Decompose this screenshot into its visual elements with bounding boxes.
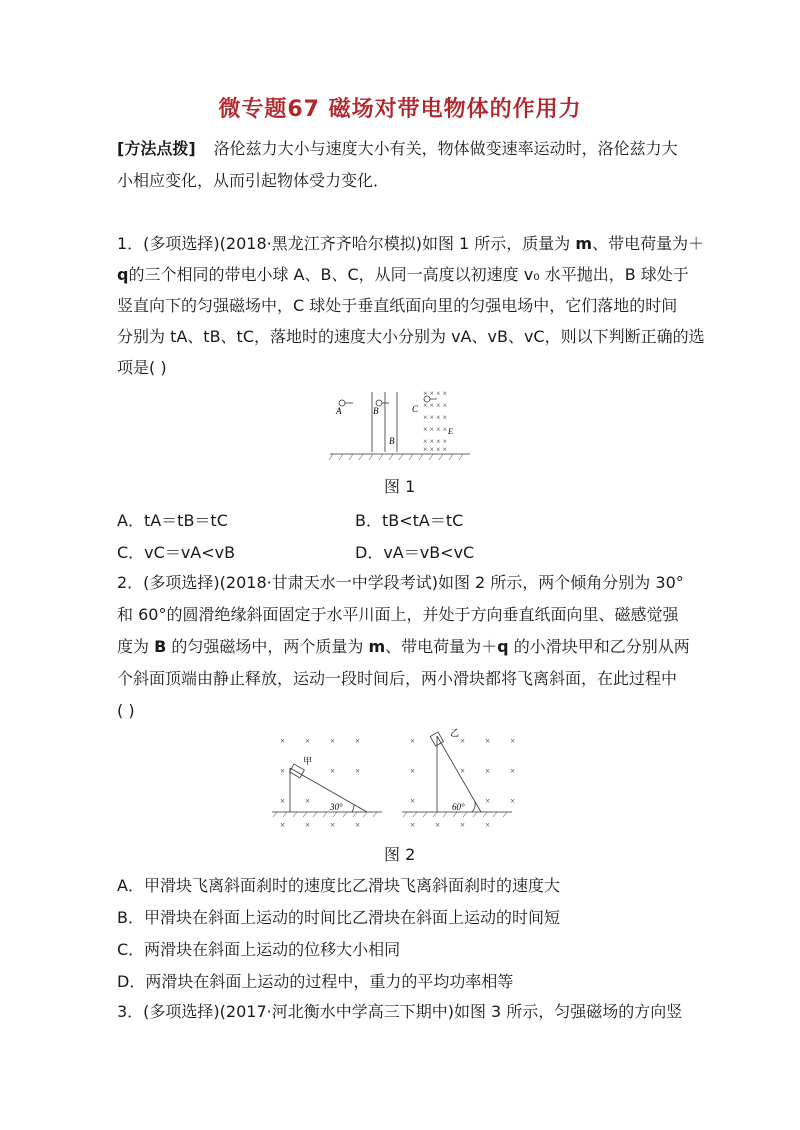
q1-option-a[interactable]: A．tA＝tB＝tC [117, 511, 228, 530]
svg-text:×: × [280, 820, 286, 830]
fig1-label-c: C [412, 404, 419, 414]
svg-text:× × × ×: × × × × [423, 413, 448, 422]
figure-2-caption: 图 2 [384, 845, 416, 864]
svg-text:×: × [485, 766, 491, 776]
svg-text:×: × [280, 796, 286, 806]
q1-line-2 [117, 264, 689, 286]
svg-text:×: × [355, 736, 361, 746]
q1-m: m [575, 234, 593, 253]
q1-line-3: 竖直向下的匀强磁场中，C 球处于垂直纸面向里的匀强电场中，它们落地的时间 [117, 296, 678, 315]
svg-text:×: × [410, 796, 416, 806]
svg-text:×: × [410, 820, 416, 830]
svg-text:×: × [460, 736, 466, 746]
q2-line-2: 和 60°的圆滑绝缘斜面固定于水平川面上，并处于方向垂直纸面向里、磁感觉强 [117, 605, 679, 624]
fig2-label-30: 30° [330, 802, 343, 812]
svg-text:×: × [485, 796, 491, 806]
q1-text-2: 的三个相同的带电小球 A、B、C，从同一高度以初速度 v₀ 水平抛出，B 球处于 [128, 265, 689, 284]
q1-q: q [117, 265, 129, 284]
fig2-label-jia: 甲 [303, 756, 313, 766]
q3-line-1: 3．(多项选择)(2017·河北衡水中学高三下期中)如图 3 所示，匀强磁场的方向竖 [117, 1002, 683, 1021]
q2-option-a[interactable]: A．甲滑块飞离斜面刹时的速度比乙滑块飞离斜面刹时的速度大 [117, 876, 560, 895]
page-title: 微专题67 磁场对带电物体的作用力 [218, 97, 582, 122]
svg-text:×: × [305, 796, 311, 806]
svg-text:× × × ×: × × × × [423, 437, 448, 446]
svg-text:×: × [280, 736, 286, 746]
q1-line-5: 项是( ) [117, 358, 167, 377]
fig1-label-e: E [448, 427, 453, 436]
fig2-label-60: 60° [452, 802, 465, 812]
svg-text:×: × [280, 766, 286, 776]
svg-text:×: × [485, 820, 491, 830]
q2-line-3 [117, 636, 690, 658]
q2-option-d[interactable]: D．两滑块在斜面上运动的过程中，重力的平均功率相等 [117, 972, 514, 991]
figure-1-caption: 图 1 [384, 477, 416, 496]
fig1-label-b: B [373, 406, 379, 416]
figure-1 [325, 386, 475, 466]
q2-m: m [368, 637, 386, 656]
method-text-1: 洛伦兹力大小与速度大小有关，物体做变速率运动时，洛伦兹力大 [213, 139, 678, 158]
svg-text:×: × [460, 820, 466, 830]
svg-text:×: × [410, 766, 416, 776]
svg-text:×: × [460, 766, 466, 776]
fig1-label-a: A [336, 406, 342, 416]
q1-text-1a: 1．(多项选择)(2018·黑龙江齐齐哈尔模拟)如图 1 所示，质量为 [117, 234, 576, 253]
svg-text:× × × ×: × × × × [423, 425, 448, 434]
svg-text:×: × [305, 820, 311, 830]
q2-line-5: ( ) [117, 701, 135, 720]
q1-option-b[interactable]: B．tB<tA＝tC [355, 511, 464, 530]
q1-line-4: 分别为 tA、tB、tC，落地时的速度大小分别为 vA、vB、vC，则以下判断正确的选 [117, 327, 705, 346]
svg-text:×: × [330, 766, 336, 776]
q2-text-3a: 度为 [117, 637, 155, 656]
svg-text:× × × ×: × × × × [423, 401, 448, 410]
svg-text:×: × [330, 736, 336, 746]
fig1-label-field-b: B [389, 436, 395, 446]
svg-text:×: × [435, 820, 441, 830]
q2-text-3c: 、带电荷量为＋ [385, 637, 498, 656]
q2-text-3b: 的匀强磁场中，两个质量为 [166, 637, 369, 656]
q1-line-1 [117, 233, 704, 255]
q1-option-d[interactable]: D．vA＝vB<vC [355, 543, 475, 562]
svg-text:×: × [355, 820, 361, 830]
svg-text:×: × [330, 820, 336, 830]
q2-option-c[interactable]: C．两滑块在斜面上运动的位移大小相同 [117, 940, 401, 959]
q2-q: q [497, 637, 509, 656]
method-line-2: 小相应变化，从而引起物体受力变化． [117, 171, 390, 190]
q1-text-1b: 、带电荷量为＋ [592, 234, 705, 253]
svg-text:×: × [305, 736, 311, 746]
svg-text:× × × ×: × × × × [423, 445, 448, 454]
q2-option-b[interactable]: B．甲滑块在斜面上运动的时间比乙滑块在斜面上运动的时间短 [117, 908, 560, 927]
method-line-1 [117, 138, 678, 160]
svg-text:× × × ×: × × × × [423, 389, 448, 398]
q2-line-4: 个斜面顶端由静止释放，运动一段时间后，两小滑块都将飞离斜面，在此过程中 [117, 669, 678, 688]
svg-text:×: × [410, 736, 416, 746]
method-tag: [方法点拨] [117, 139, 196, 158]
q1-option-c[interactable]: C．vC＝vA<vB [117, 543, 236, 562]
svg-text:×: × [510, 736, 516, 746]
svg-text:×: × [510, 796, 516, 806]
q2-text-3d: 的小滑块甲和乙分别从两 [508, 637, 690, 656]
svg-text:×: × [485, 736, 491, 746]
svg-text:×: × [510, 766, 516, 776]
q2-b: B [154, 637, 167, 656]
q2-line-1: 2．(多项选择)(2018·甘肃天水一中学段考试)如图 2 所示，两个倾角分别为 30° [117, 573, 684, 592]
figure-2 [272, 724, 524, 834]
fig2-label-yi: 乙 [450, 728, 460, 738]
svg-text:×: × [355, 766, 361, 776]
